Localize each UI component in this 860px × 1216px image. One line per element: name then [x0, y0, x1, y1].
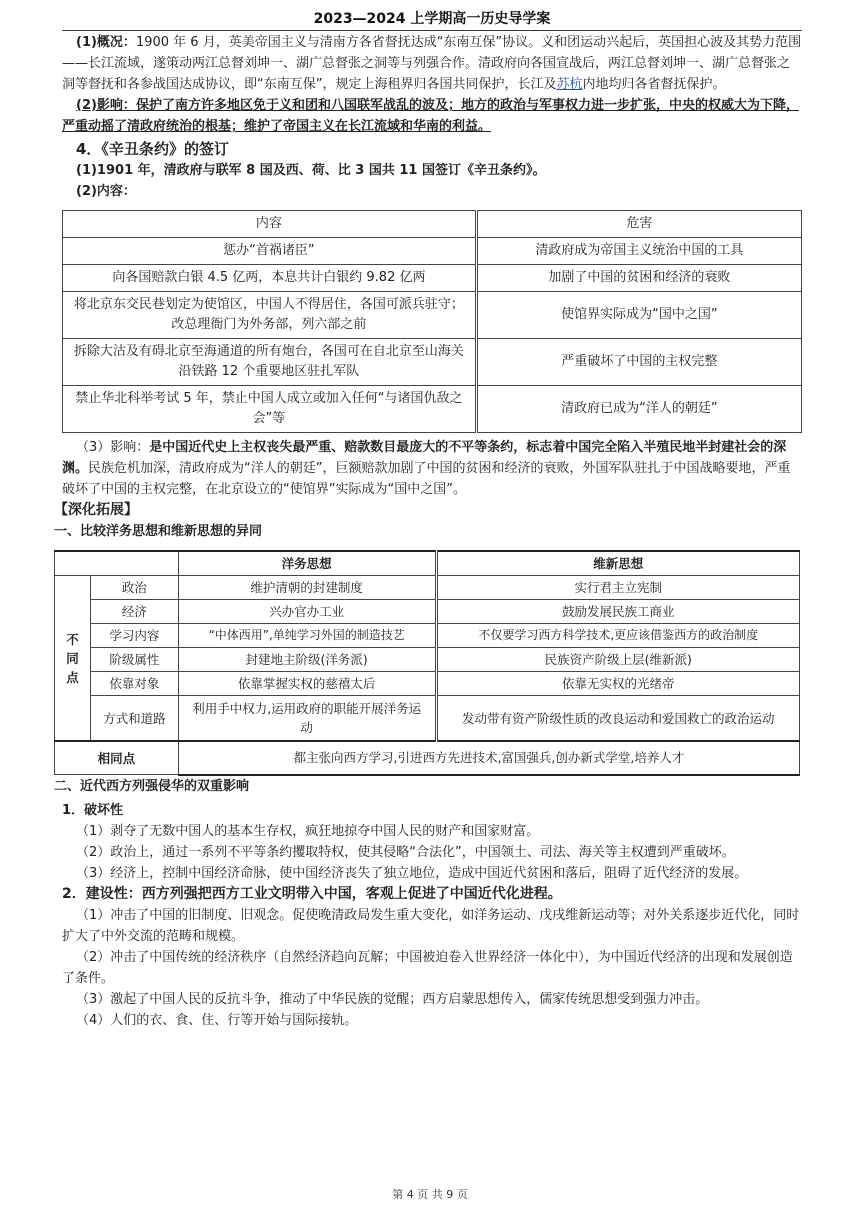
treaty-impact-bold: 是中国近代史上主权丧失最严重、赔款数目最庞大的不平等条约，标志着中国完全陷入半殖民地半封建社会的深渊。: [62, 440, 787, 476]
header-content: 内容: [63, 211, 477, 238]
row-weixin: 不仅要学习西方科学技术,更应该借鉴西方的政治制度: [436, 624, 800, 648]
constructive-item: （1）冲击了中国的旧制度、旧观念。促使晚清政局发生重大变化，如洋务运动、戊戌维新运动等；对外关系逐步近代化，同时扩大了中外交流的范畴和规模。: [62, 907, 800, 944]
same-text: 都主张向西方学习,引进西方先进技术,富国强兵,创办新式学堂,培养人才: [178, 741, 799, 775]
compare-title: 一、比较洋务思想和维新思想的异同: [54, 524, 263, 539]
row-aspect: 政治: [90, 576, 178, 600]
row-aspect: 阶级属性: [90, 648, 178, 672]
row-harm: 加剧了中国的贫困和经济的衰败: [476, 265, 801, 292]
header-blank: [55, 551, 179, 576]
same-row: [55, 741, 800, 775]
row-yangwu: 封建地主阶级(洋务派): [178, 648, 436, 672]
diff-label: 不同点: [55, 576, 91, 742]
row-weixin: 发动带有资产阶级性质的改良运动和爱国救亡的政治运动: [436, 696, 800, 742]
row-aspect: 方式和道路: [90, 696, 178, 742]
suhang-link[interactable]: 苏杭: [556, 77, 583, 92]
header-harm: 危害: [476, 211, 801, 238]
table-row: [55, 624, 800, 648]
impact-label: (2)影响：: [76, 98, 136, 113]
row-content: 拆除大沽及有碍北京至海通道的所有炮台，各国可在自北京至山海关沿铁路 12 个重要地区驻扎军队: [63, 339, 477, 386]
row-content: 向各国赔款白银 4.5 亿两，本息共计白银约 9.82 亿两: [63, 265, 477, 292]
row-harm: 严重破坏了中国的主权完整: [476, 339, 801, 386]
treaty-impact-rest: 民族危机加深，清政府成为“洋人的朝廷”，巨额赔款加剧了中国的贫困和经济的衰败，外国军队驻扎于中国战略要地，严重破坏了中国的主权完整，在北京设立的“使馆界”实际成为“国中之国”。: [62, 461, 791, 497]
row-yangwu: 依靠掌握实权的慈禧太后: [178, 672, 436, 696]
treaty-impact: [62, 437, 802, 500]
table-row: [55, 672, 800, 696]
treaty-line-1: (1)1901 年，清政府与联军 8 国及西、荷、比 3 国共 11 国签订《辛丑条约》。: [76, 163, 546, 178]
table-row: [55, 696, 800, 742]
row-aspect: 依靠对象: [90, 672, 178, 696]
table-row: [55, 600, 800, 624]
row-aspect: 经济: [90, 600, 178, 624]
same-label: 相同点: [55, 741, 179, 775]
row-content: 禁止华北科举考试 5 年，禁止中国人成立或加入任何“与诸国仇敌之会”等: [63, 386, 477, 433]
table-row: [63, 238, 802, 265]
row-content: 将北京东交民巷划定为使馆区，中国人不得居住，各国可派兵驻守；改总理衙门为外务部，列六部之前: [63, 292, 477, 339]
header-yangwu: 洋务思想: [178, 551, 436, 576]
deepen-heading: 【深化拓展】: [54, 502, 138, 518]
overview-label: (1)概况：: [76, 35, 136, 50]
treaty-line-2: (2)内容：: [76, 184, 136, 199]
destructive-item: （3）经济上，控制中国经济命脉，使中国经济丧失了独立地位，造成中国近代贫困和落后，阻碍了近代经济的发展。: [76, 865, 748, 881]
compare-table-header: [55, 551, 800, 576]
impact-text: 保护了南方许多地区免于义和团和八国联军战乱的波及；地方的政治与军事权力进一步扩张，中央的权威大为下降，严重动摇了清政府统治的根基；维护了帝国主义在长江流域和华南的利益。: [62, 98, 799, 134]
header-weixin: 维新思想: [436, 551, 800, 576]
row-content: 惩办“首祸诸臣”: [63, 238, 477, 265]
row-weixin: 实行君主立宪制: [436, 576, 800, 600]
overview-text-1: 1900 年 6 月，英美帝国主义与清南方各省督抚达成“东南互保”协议。义和团运动兴起后，英国担心波及其势力范围——长江流域，遂策动两江总督刘坤一、湖广总督张之洞等与列强合作。清政府向各国宣战后，两江总督刘坤一、湖广总督张之洞等督抚和各参战国达成协议，即“东南互保”，规定上海租界归各国共同保护，长江及: [62, 35, 802, 92]
constructive-item: （4）人们的衣、食、住、行等开始与国际接轨。: [76, 1012, 358, 1028]
row-weixin: 依靠无实权的光绪帝: [436, 672, 800, 696]
row-yangwu: “中体西用”,单纯学习外国的制造技艺: [178, 624, 436, 648]
row-harm: 清政府成为帝国主义统治中国的工具: [476, 238, 801, 265]
row-weixin: 鼓励发展民族工商业: [436, 600, 800, 624]
table-row: [63, 292, 802, 339]
page: [54, 10, 802, 1031]
table-row: [55, 576, 800, 600]
treaty-heading: 4．《辛丑条约》的签订: [76, 140, 229, 158]
compare-table: [54, 550, 800, 776]
treaty-table: [62, 210, 802, 433]
row-harm: 使馆界实际成为“国中之国”: [476, 292, 801, 339]
destructive-item: （2）政治上，通过一系列不平等条约攫取特权，使其侵略“合法化”，中国领土、司法、海关等主权遭到严重破坏。: [76, 844, 735, 860]
table-row: [63, 386, 802, 433]
row-yangwu: 利用手中权力,运用政府的职能开展洋务运动: [178, 696, 436, 742]
row-harm: 清政府已成为“洋人的朝廷”: [476, 386, 801, 433]
header-divider: [62, 30, 802, 31]
treaty-table-header: [63, 211, 802, 238]
overview-text-2: 内地均归各省督抚保护。: [582, 77, 726, 92]
overview-paragraph: [62, 32, 802, 95]
table-row: [63, 339, 802, 386]
row-aspect: 学习内容: [90, 624, 178, 648]
table-row: [63, 265, 802, 292]
row-yangwu: 维护清朝的封建制度: [178, 576, 436, 600]
impact-paragraph: [62, 95, 802, 137]
dual-title: 二、近代西方列强侵华的双重影响: [54, 778, 250, 794]
constructive-item: （3）激起了中国人民的反抗斗争，推动了中华民族的觉醒；西方启蒙思想传入，儒家传统思想受到强力冲击。: [76, 991, 709, 1007]
row-weixin: 民族资产阶级上层(维新派): [436, 648, 800, 672]
treaty-impact-label: （3）影响：: [76, 440, 150, 455]
page-footer: 第 4 页 共 9 页: [392, 1188, 468, 1201]
row-yangwu: 兴办官办工业: [178, 600, 436, 624]
constructive-heading: 2．建设性：西方列强把西方工业文明带入中国，客观上促进了中国近代化进程。: [62, 885, 562, 902]
destructive-item: （1）剥夺了无数中国人的基本生存权，疯狂地掠夺中国人民的财产和国家财富。: [76, 823, 540, 839]
destructive-heading: 1．破坏性: [62, 802, 124, 818]
page-header: 2023—2024 上学期高一历史导学案: [313, 11, 551, 27]
constructive-item: （2）冲击了中国传统的经济秩序（自然经济趋向瓦解；中国被迫卷入世界经济一体化中），为中国近代经济的出现和发展创造了条件。: [62, 949, 793, 986]
table-row: [55, 648, 800, 672]
